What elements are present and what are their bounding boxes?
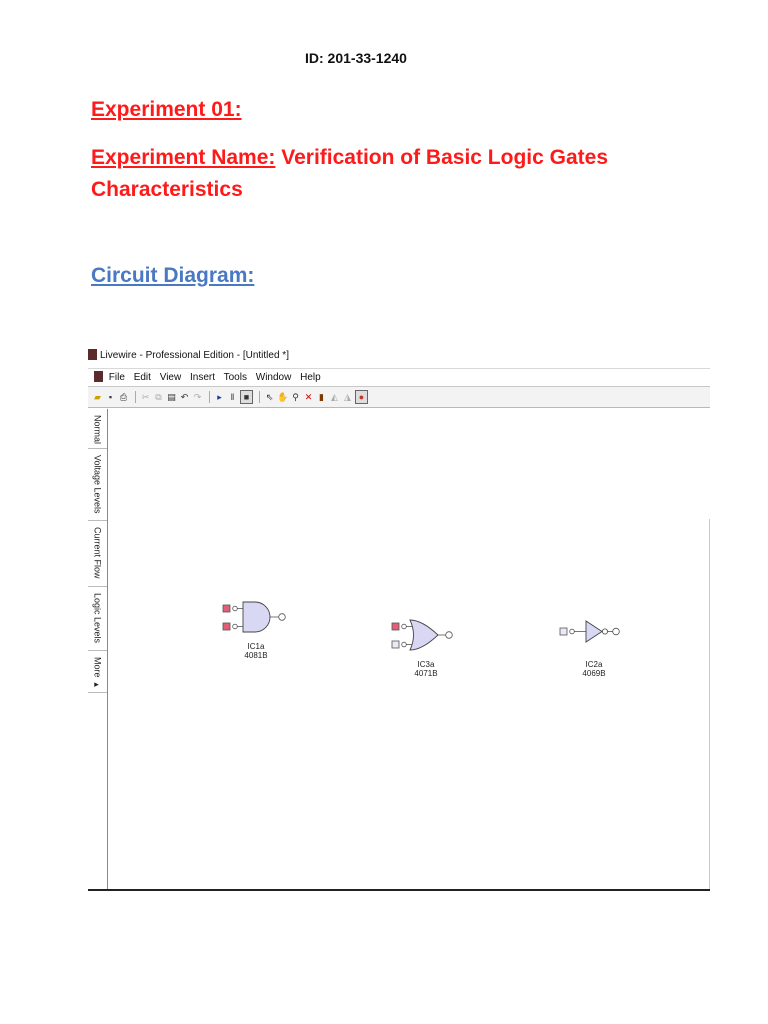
gate-name: IC2a [585,660,603,669]
menu-file[interactable]: File [108,372,125,383]
menu-edit[interactable]: Edit [133,372,151,383]
menu-bar [88,368,710,386]
tab-logic-levels[interactable]: Logic Levels [88,587,107,651]
gate-label-ic2a [574,660,614,678]
zoom-icon[interactable]: ⚲ [292,392,299,402]
tab-more[interactable]: More ▸ [88,651,107,693]
gallery-icon[interactable]: ● [355,390,368,404]
gate-part: 4081B [244,651,268,660]
tab-voltage-levels[interactable]: Voltage Levels [88,449,107,521]
livewire-screenshot [88,346,710,892]
window-title: Livewire - Professional Edition - [Untitled *] [100,350,289,361]
gate-label-ic1a [236,642,276,660]
toolbar [88,386,710,408]
document-id: ID: 201-33-1240 [305,50,407,66]
experiment-name-label: Experiment Name: [91,146,276,169]
menu-help[interactable]: Help [300,372,321,383]
experiment-number: Experiment 01: [91,98,242,121]
undo-icon[interactable]: ↶ [180,392,189,402]
toolbar-separator [135,391,136,403]
gate-part: 4069B [582,669,606,678]
gate-name: IC3a [417,660,435,669]
input-switch-3-icon[interactable] [392,623,399,630]
print-icon[interactable]: ⎙ [119,392,128,402]
pointer-icon[interactable]: ⇖ [265,392,274,402]
pause-icon[interactable]: ‖ [230,392,235,402]
gate-name: IC1a [247,642,265,651]
open-folder-icon[interactable]: ▰ [94,392,101,402]
or-gate-ic3a[interactable] [392,620,452,650]
menu-insert[interactable]: Insert [189,372,215,383]
cut-icon[interactable]: ✂ [141,392,150,402]
input-switch-5-icon[interactable] [560,628,567,635]
delete-icon[interactable]: ✕ [304,392,313,402]
input-switch-1-icon[interactable] [223,605,230,612]
circuit-canvas[interactable] [108,409,710,889]
livewire-app-icon [88,349,97,360]
copy-icon[interactable]: ⧉ [155,392,162,402]
run-icon[interactable]: ▸ [217,392,222,402]
canvas-border [709,519,710,889]
flip-horizontal-icon[interactable]: ◭ [331,392,338,402]
flip-vertical-icon[interactable]: ◮ [344,392,351,402]
circuit-diagram-heading: Circuit Diagram: [91,264,255,287]
redo-icon[interactable]: ↷ [193,392,202,402]
input-switch-4-icon[interactable] [392,641,399,648]
screenshot-bottom-border [88,889,710,891]
window-title-bar [88,346,710,366]
toolbar-separator [209,391,210,403]
paste-icon[interactable]: ▤ [167,392,176,402]
battery-icon[interactable]: ▮ [319,392,324,402]
document-icon [94,371,103,382]
menu-view[interactable]: View [159,372,182,383]
menu-tools[interactable]: Tools [223,372,247,383]
tab-current-flow[interactable]: Current Flow [88,521,107,587]
save-icon[interactable]: ▪ [108,392,113,402]
and-gate-ic1a[interactable] [223,602,285,632]
circuit-svg [108,409,710,889]
hand-icon[interactable]: ✋ [277,392,289,402]
not-gate-ic2a[interactable] [560,621,619,642]
experiment-name [91,142,691,206]
tab-normal[interactable]: Normal [88,409,107,449]
gate-label-ic3a [406,660,446,678]
view-mode-sidebar [88,409,108,889]
input-switch-2-icon[interactable] [223,623,230,630]
experiment-name-value: Verification of Basic Logic Gates Characteristics [91,146,609,201]
stop-icon[interactable]: ■ [240,390,253,404]
menu-window[interactable]: Window [255,372,292,383]
toolbar-separator [259,391,260,403]
gate-part: 4071B [414,669,438,678]
